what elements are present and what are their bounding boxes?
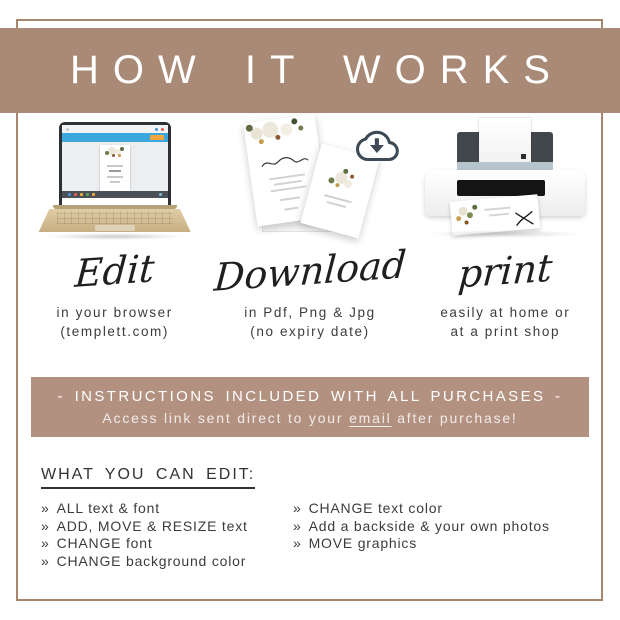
step-download-image (212, 118, 407, 240)
step-edit-label: Edit (73, 246, 156, 296)
bullet-icon: » (41, 500, 50, 516)
laptop-shadow (45, 233, 185, 240)
step-edit-caption-line1: in your browser (56, 305, 173, 320)
list-item-text: MOVE graphics (308, 535, 418, 551)
bullet-icon: » (293, 535, 302, 551)
steps-row (17, 118, 603, 342)
header-banner (0, 28, 620, 113)
taskbar-icon (68, 193, 71, 196)
taskbar-icon (74, 193, 77, 196)
script-x-flourish (513, 209, 536, 229)
taskbar (62, 191, 168, 198)
templett-toolbar (62, 133, 168, 142)
leaf-icon (467, 212, 474, 219)
laptop-screen-content (62, 125, 168, 205)
text-line (107, 176, 123, 178)
step-print-image (408, 118, 603, 240)
download-cloud-icon (354, 124, 400, 162)
pinecone-icon (350, 174, 355, 179)
step-print-caption (440, 304, 570, 342)
browser-dot-icon (161, 128, 164, 131)
invitation-preview (100, 145, 130, 192)
list-item (41, 500, 293, 518)
list-item-text: CHANGE background color (56, 552, 247, 569)
instructions-subline-prefix: Access link sent direct to your (102, 410, 350, 426)
step-edit-caption (57, 304, 173, 342)
leaf-icon (291, 118, 298, 125)
edit-features-left-column (41, 500, 293, 570)
step-print-caption-line1: easily at home or (440, 305, 571, 320)
gold-leaf-icon (258, 139, 264, 145)
list-item-text: CHANGE font (56, 535, 153, 551)
taskbar-icon (92, 193, 95, 196)
list-item (293, 500, 589, 518)
edit-features-right-column (293, 500, 589, 570)
printer-shadow (427, 230, 583, 238)
text-line (280, 196, 300, 201)
laptop-hinge (53, 205, 177, 209)
script-names-flourish (259, 151, 310, 172)
browser-dot-icon (66, 128, 69, 131)
list-item (41, 518, 293, 536)
text-line (326, 201, 346, 208)
step-edit-caption-line2: (templett.com) (60, 323, 169, 339)
bullet-icon: » (293, 500, 302, 516)
text-line (110, 181, 120, 183)
step-edit-image (17, 118, 212, 240)
invitation-cards-image (222, 118, 398, 238)
list-item (41, 535, 293, 553)
leaf-icon (120, 147, 124, 151)
step-print-label: print (456, 245, 554, 297)
text-line (107, 165, 123, 167)
laptop-image (39, 122, 191, 240)
browser-tab-bar (62, 125, 168, 133)
bullet-icon: » (41, 552, 50, 569)
laptop-screen (59, 122, 171, 205)
list-item-text: ALL text & font (56, 500, 160, 516)
what-you-can-edit-heading: WHAT YOU CAN EDIT: (41, 466, 255, 489)
edit-features-lists (41, 500, 589, 570)
paper-mark (521, 154, 526, 159)
list-item (293, 518, 589, 536)
instructions-subline-suffix: after purchase! (391, 410, 518, 426)
text-line (485, 207, 511, 211)
gold-leaf-icon (118, 154, 121, 157)
taskbar-icon (159, 193, 162, 196)
gold-leaf-icon (456, 216, 461, 221)
bullet-icon: » (293, 517, 302, 534)
save-button-chip (150, 135, 164, 140)
leaf-icon (105, 151, 109, 155)
list-item (293, 535, 589, 553)
laptop-keyboard-base (39, 209, 191, 232)
step-download-caption (244, 304, 376, 342)
pinecone-icon (112, 154, 115, 157)
flower-icon (280, 123, 294, 137)
step-download (212, 118, 407, 342)
pinecone-icon (275, 134, 281, 140)
laptop-trackpad (95, 225, 135, 231)
step-download-caption-line2: (no expiry date) (250, 323, 370, 339)
instructions-banner (31, 377, 589, 437)
step-download-caption-line1: in Pdf, Png & Jpg (244, 305, 376, 320)
gold-leaf-icon (335, 183, 340, 188)
list-item (41, 553, 293, 571)
step-edit (17, 118, 212, 342)
leaf-icon (328, 177, 335, 184)
step-print (408, 118, 603, 342)
instructions-headline: - INSTRUCTIONS INCLUDED WITH ALL PURCHASES - (57, 388, 563, 405)
pinecone-icon (465, 220, 469, 224)
leaf-icon (298, 125, 304, 131)
step-print-caption-line2: at a print shop (450, 323, 561, 339)
taskbar-icon (80, 193, 83, 196)
list-item-text: CHANGE text color (308, 500, 443, 516)
list-item-text: Add a backside & your own photos (308, 517, 550, 534)
text-line (284, 207, 298, 211)
taskbar-icon (86, 193, 89, 196)
list-item-text: ADD, MOVE & RESIZE text (56, 517, 248, 534)
text-line (274, 180, 302, 186)
laptop-keys (57, 211, 173, 224)
email-link-word: email (349, 410, 392, 426)
printer-image (417, 118, 593, 238)
bullet-icon: » (41, 517, 50, 534)
bullet-icon: » (41, 535, 50, 551)
blank-paper (479, 118, 531, 166)
text-line (271, 185, 307, 192)
leaf-icon (343, 168, 349, 174)
text-line (489, 213, 509, 217)
text-line (109, 170, 121, 172)
step-download-label: Download (212, 242, 408, 300)
printer-output-slot (457, 180, 545, 196)
page-title: HOW IT WORKS (70, 48, 564, 92)
browser-dot-icon (155, 128, 158, 131)
instructions-subline (31, 410, 589, 426)
leaf-icon (472, 205, 477, 210)
editor-canvas (62, 142, 168, 198)
flower-icon (343, 179, 353, 189)
